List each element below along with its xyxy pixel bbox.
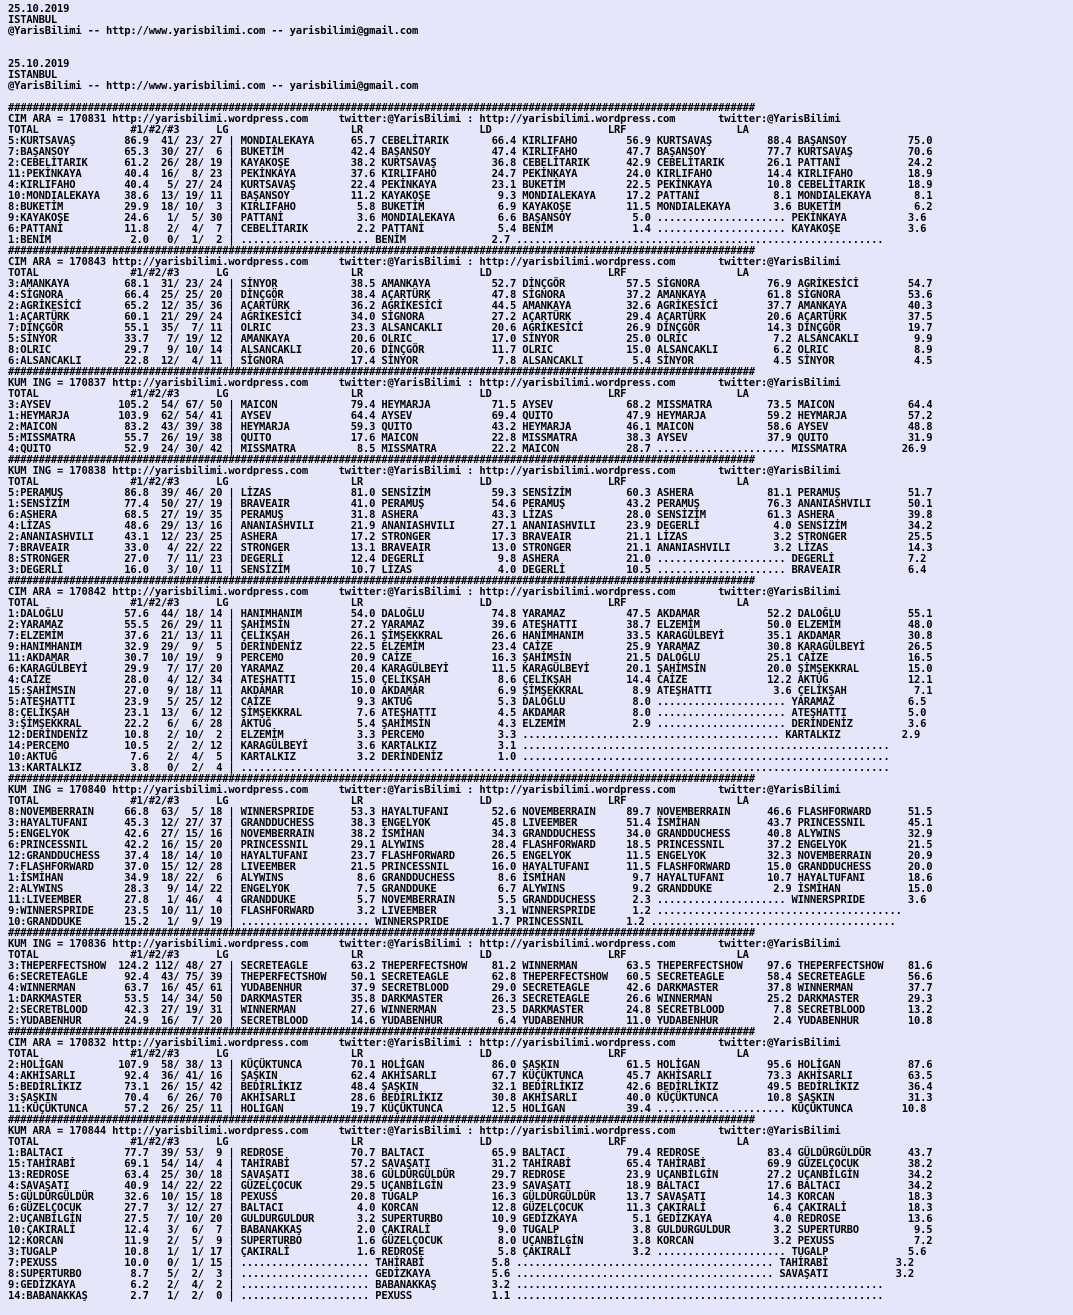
report-line: @YarisBilimi -- http://www.yarisbilimi.com -- yarisbilimi@gmail.com	[8, 25, 419, 37]
report-line: 4:KIRLIFAHO 40.4 5/ 27/ 24 | KURTSAVAŞ 22.4 PEKİNKAYA 23.1 BUKETİM 22.5 PEKİNKAYA 10.8 CEBELİTARIK 18.9	[8, 179, 933, 191]
report-line: 11:LIVEEMBER 27.8 1/ 46/ 4 | GRANDDUKE 5.7 NOVEMBERRAIN 5.5 GRANDDUCHESS 2.3 ..................... WINNERSPRIDE 3.6	[8, 894, 927, 906]
report-line: 3:AMANKAYA 68.1 31/ 23/ 24 | SİNYOR 38.5 AMANKAYA 52.7 DİNÇGÖR 57.5 SİGNORA 76.9 AGRİKESİCİ 54.7	[8, 278, 933, 290]
report-line: 13:REDROSE 63.4 25/ 30/ 18 | SAVAŞATI 38.6 GÜLDÜRGÜLDÜR 29.7 REDROSE 23.9 UÇANBİLGİN 27.2 UÇANBİLGİN 34.2	[8, 1169, 933, 1181]
report-line: 25.10.2019	[8, 58, 70, 70]
report-line: 2:UÇANBİLGİN 27.5 7/ 10/ 20 | GULDURGULDUR 3.2 SUPERTURBO 10.9 GEDİZKAYA 5.1 GEDİZKAYA 4.0 REDROSE 13.6	[8, 1213, 933, 1225]
column-header-line: TOTAL #1/#2/#3 LG LR LD LRF LA	[8, 1048, 749, 1060]
report-line: 6:PRINCESSNIL 42.2 16/ 15/ 20 | PRINCESSNIL 29.1 ALYWINS 28.4 FLASHFORWARD 18.5 PRINCESSNIL 37.2 ENGELYOK 21.5	[8, 839, 933, 851]
separator-line: ##########################################################################################################################	[8, 1114, 755, 1126]
report-line: 2:ALYWINS 28.3 9/ 14/ 22 | ENGELYOK 7.5 GRANDDUKE 6.7 ALYWINS 9.2 GRANDDUKE 2.9 İSMİHAN 15.0	[8, 883, 933, 895]
report-line: 10:GRANDDUKE 15.2 1/ 9/ 19 | ..................... WINNERSPRIDE 1.7 PRINCESSNIL 1.2 ........................................	[8, 916, 896, 928]
race-header-line: KUM ING = 170840 http://yarisbilimi.wordpress.com twitter:@YarisBilimi : http://yarisbilimi.wordpress.com twitter:@YarisBilimi	[8, 784, 841, 796]
race-header-line: CIM ARA = 170831 http://yarisbilimi.wordpress.com twitter:@YarisBilimi : http://yarisbilimi.wordpress.com twitter:@YarisBilimi	[8, 113, 841, 125]
report-line: 1:DALOĞLU 57.6 44/ 18/ 14 | HANIMHANIM 54.0 DALOĞLU 74.8 YARAMAZ 47.5 AKDAMAR 52.2 DALOĞLU 55.1	[8, 608, 933, 620]
report-line: 11:AKDAMAR 30.7 10/ 19/ 9 | PERCEMO 20.9 CAİZE 16.3 ŞAHİMSİN 21.5 DALOĞLU 25.1 CAİZE 16.5	[8, 652, 933, 664]
report-line: 6:SECRETEAGLE 92.4 43/ 75/ 39 | THEPERFECTSHOW 50.1 SECRETEAGLE 62.8 THEPERFECTSHOW 60.5 SECRETEAGLE 58.4 SECRETEAGLE 56.6	[8, 971, 933, 983]
report-line: 3:DEGERLİ 16.0 3/ 10/ 11 | SENSİZİM 10.7 LİZAS 4.0 DEGERLİ 10.5 ..................... BRAVEAIR 6.4	[8, 564, 927, 576]
report-line: 9:HANIMHANIM 32.9 29/ 9/ 5 | DERİNDENİZ 22.5 ELZEMİM 23.4 CAİZE 25.9 YARAMAZ 30.8 KARAGÜLBEYİ 26.5	[8, 641, 933, 653]
report-line: 9:KAYAKOŞE 24.6 1/ 5/ 30 | PATTANİ 3.6 MONDIALEKAYA 6.6 BAŞANSOY 5.0 ..................... PEKİNKAYA 3.6	[8, 212, 927, 224]
report-line: 1:BALTACI 77.7 39/ 53/ 9 | REDROSE 70.7 BALTACI 65.9 BALTACI 79.4 REDROSE 83.4 GÜLDÜRGÜLDÜR 43.7	[8, 1147, 933, 1159]
report-line: 4:SİGNORA 66.4 25/ 25/ 20 | DİNÇGÖR 38.4 AÇARTÜRK 47.8 SİGNORA 37.2 AMANKAYA 61.8 SİGNORA 53.6	[8, 289, 933, 301]
report-line: 5:MISSMATRA 55.7 26/ 19/ 38 | QUITO 17.6 MAICON 22.8 MISSMATRA 38.3 AYSEV 37.9 QUITO 31.9	[8, 432, 933, 444]
report-line: 12:GRANDDUCHESS 37.4 18/ 14/ 10 | HAYALTUFANI 23.7 FLASHFORWARD 26.5 ENGELYOK 11.5 ENGELYOK 32.3 NOVEMBERRAIN 20.9	[8, 850, 933, 862]
report-line: 2:CEBELİTARIK 61.2 26/ 28/ 19 | KAYAKOŞE 38.2 KURTSAVAŞ 36.8 CEBELİTARIK 42.9 CEBELİTARIK 26.1 PATTANİ 24.2	[8, 157, 933, 169]
separator-line: ##########################################################################################################################	[8, 245, 755, 257]
report-line: 4:CAİZE 28.0 4/ 12/ 34 | ATEŞHATTI 15.0 ÇELİKŞAH 8.6 ÇELİKŞAH 14.4 CAİZE 12.2 AKTUĞ 12.1	[8, 674, 933, 686]
report-line: 8:SUPERTURBO 8.7 5/ 2/ 3 | ..................... GEDİZKAYA 5.6 .......................................... SAVAŞATI 3.2	[8, 1268, 914, 1280]
report-line: 8:ÇELİKŞAH 23.1 13/ 6/ 12 | ŞİMŞEKKRAL 7.6 ATEŞHATTI 4.5 AKDAMAR 8.0 ..................... ATEŞHATTI 5.0	[8, 707, 927, 719]
report-line: 10:MONDIALEKAYA 38.6 13/ 19/ 11 | BAŞANSOY 11.2 KAYAKOŞE 9.3 MONDIALEKAYA 17.2 PATTANİ 8.1 MONDIALEKAYA 8.1	[8, 190, 933, 202]
report-line: 12:KORCAN 11.9 2/ 5/ 9 | SUPERTURBO 1.6 GÜZELÇOCUK 8.0 UÇANBİLGİN 3.8 KORCAN 3.2 PEXUSS 7.2	[8, 1235, 933, 1247]
race-header-line: CIM ARA = 170843 http://yarisbilimi.wordpress.com twitter:@YarisBilimi : http://yarisbilimi.wordpress.com twitter:@YarisBilimi	[8, 256, 841, 268]
report-line: 7:ELZEMİM 37.6 21/ 13/ 11 | ÇELİKŞAH 26.1 ŞİMŞEKKRAL 26.6 HANİMHANIM 33.5 KARAGÜLBEYİ 35.1 AKDAMAR 30.8	[8, 630, 933, 642]
report-line: 5:SİNYOR 33.7 7/ 19/ 12 | AMANKAYA 20.6 OLRIC 17.0 SİNYOR 25.0 OLRIC 7.2 ALSANCAKLI 9.9	[8, 333, 933, 345]
report-line: 11:KÜÇÜKTUNCA 57.2 26/ 25/ 11 | HOLİGAN 19.7 KÜÇÜKTUNCA 12.5 HOLİGAN 39.4 ..................... KÜÇÜKTUNCA 10.8	[8, 1103, 927, 1115]
report-line: 2:HOLİGAN 107.9 58/ 38/ 13 | KÜÇÜKTUNCA 70.1 HOLİGAN 86.0 ŞAŞKIN 61.5 HOLİGAN 95.6 HOLİGAN 87.6	[8, 1059, 933, 1071]
report-line: 1:HEYMARJA 103.9 62/ 54/ 41 | AYSEV 64.4 AYSEV 69.4 QUITO 47.9 HEYMARJA 59.2 HEYMARJA 57.2	[8, 410, 933, 422]
race-header-line: KUM ING = 170836 http://yarisbilimi.wordpress.com twitter:@YarisBilimi : http://yarisbilimi.wordpress.com twitter:@YarisBilimi	[8, 938, 841, 950]
report-line: 2:AGRİKESİCİ 65.2 12/ 35/ 36 | AÇARTÜRK 36.2 AGRİKESİCİ 44.5 AMANKAYA 32.6 AGRİKESİCİ 37.7 AMANKAYA 40.3	[8, 300, 933, 312]
report-line: 2:MAICON 83.2 43/ 39/ 38 | HEYMARJA 59.3 QUITO 43.2 HEYMARJA 46.1 MAICON 58.6 AYSEV 48.8	[8, 421, 933, 433]
race-header-line: KUM ARA = 170844 http://yarisbilimi.wordpress.com twitter:@YarisBilimi : http://yarisbilimi.wordpress.com twitter:@YarisBilimi	[8, 1125, 841, 1137]
column-header-line: TOTAL #1/#2/#3 LG LR LD LRF LA	[8, 597, 749, 609]
report-line: 5:BEDİRLİKIZ 73.1 26/ 15/ 42 | BEDİRLİKIZ 48.4 ŞAŞKIN 32.1 BEDİRLİKIZ 42.6 BEDİRLİKIZ 49.5 BEDİRLİKIZ 36.4	[8, 1081, 933, 1093]
report-line: 5:KURTSAVAŞ 86.9 41/ 23/ 27 | MONDIALEKAYA 65.7 CEBELİTARIK 66.4 KIRLIFAHO 56.9 KURTSAVAŞ 88.4 BAŞANSOY 75.0	[8, 135, 933, 147]
report-line: 6:ASHERA 68.5 27/ 19/ 35 | PERAMUŞ 31.8 ASHERA 43.3 LİZAS 28.0 SENSİZİM 61.3 ASHERA 39.8	[8, 509, 933, 521]
report-line: 5:ATEŞHATTI 23.9 5/ 25/ 12 | CAİZE 9.3 AKTUĞ 5.3 DALOĞLU 8.0 ..................... YARAMAZ 6.5	[8, 696, 927, 708]
column-header-line: TOTAL #1/#2/#3 LG LR LD LRF LA	[8, 1136, 749, 1148]
report-line: 1:BENİM 2.0 0/ 1/ 2 | ..................... BENİM 2.7 ............................................................	[8, 234, 884, 246]
report-line	[8, 37, 1073, 48]
report-line: 13:KARTALKIZ 3.8 0/ 2/ 4 | ..........................................................................................................	[8, 762, 890, 774]
report-line: 3:ŞİMŞEKKRAL 22.2 6/ 6/ 28 | AKTUĞ 5.4 ŞAHİMSİN 4.3 ELZEMİM 2.9 ..................... DERİNDENİZ 3.6	[8, 718, 927, 730]
report-line: 2:SECRETBLOOD 42.3 27/ 19/ 31 | WINNERMAN 27.6 WINNERMAN 23.5 DARKMASTER 24.8 SECRETBLOOD 7.8 SECRETBLOOD 13.2	[8, 1004, 933, 1016]
report-line: 6:ALSANCAKLI 22.8 12/ 4/ 11 | SİGNORA 17.4 SİNYOR 7.8 ALSANCAKLI 5.4 SİNYOR 4.5 SİNYOR 4.5	[8, 355, 933, 367]
report-line	[8, 48, 1073, 59]
report-line: 6:GÜZELÇOCUK 27.7 3/ 12/ 27 | BALTACI 4.0 KORCAN 12.8 GÜZELÇOCUK 11.3 ÇAKIRALİ 6.4 ÇAKIRALİ 18.3	[8, 1202, 933, 1214]
report-line: 6:KARAGÜLBEYİ 29.9 7/ 17/ 20 | YARAMAZ 20.4 KARAGÜLBEYİ 11.5 KARAGÜLBEYİ 20.1 ŞAHİMSİN 20.0 ŞİMŞEKKRAL 15.0	[8, 663, 933, 675]
report-line: 14:BABANAKKAŞ 2.7 1/ 2/ 0 | ..................... PEXUSS 1.1 ............................................................	[8, 1290, 884, 1302]
race-header-line: CIM ARA = 170832 http://yarisbilimi.wordpress.com twitter:@YarisBilimi : http://yarisbilimi.wordpress.com twitter:@YarisBilimi	[8, 1037, 841, 1049]
report-line: 12:DERİNDENİZ 10.8 2/ 10/ 2 | ELZEMİM 3.3 PERCEMO 3.3 .......................................... KARTALKIZ 2.9	[8, 729, 921, 741]
column-header-line: TOTAL #1/#2/#3 LG LR LD LRF LA	[8, 795, 749, 807]
report-line: 2:ANANIASHVILI 43.1 12/ 23/ 25 | ASHERA 17.2 STRONGER 17.3 BRAVEAIR 21.1 LİZAS 3.2 STRONGER 25.5	[8, 531, 933, 543]
report-line: 10:ÇAKIRALİ 12.4 3/ 6/ 7 | BABANAKKAŞ 2.0 ÇAKIRALİ 9.0 TUGALP 3.8 GULDURGULDUR 3.2 SUPERTURBO 9.5	[8, 1224, 933, 1236]
report-line: 5:ENGELYOK 42.6 27/ 15/ 16 | NOVEMBERRAIN 38.2 İSMİHAN 34.3 GRANDDUCHESS 34.0 GRANDDUCHESS 40.8 ALYWINS 32.9	[8, 828, 933, 840]
report-line: 8:NOVEMBERRAIN 66.8 63/ 5/ 18 | WINNERSPRIDE 53.3 HAYALTUFANI 52.6 NOVEMBERRAIN 89.7 NOVEMBERRAIN 46.6 FLASHFORWARD 51.5	[8, 806, 933, 818]
report-line: 7:FLASHFORWARD 37.0 15/ 12/ 28 | LIVEEMBER 21.5 PRINCESSNIL 16.0 HAYALTUFANI 11.5 FLASHFORWARD 15.0 GRANDDUCHESS 20.0	[8, 861, 933, 873]
report-line: 4:SAVAŞATI 40.9 14/ 22/ 22 | GÜZELÇOCUK 29.5 UÇANBİLGİN 23.9 SAVAŞATI 18.9 BALTACI 17.6 BALTACI 34.2	[8, 1180, 933, 1192]
report-line: 4:AKHİSARLI 92.4 36/ 41/ 16 | ŞAŞKIN 62.4 AKHİSARLI 67.7 KÜÇÜKTUNCA 45.7 AKHİSARLI 73.3 AKHİSARLI 63.5	[8, 1070, 933, 1082]
report-line: 1:İSMİHAN 34.9 18/ 22/ 6 | ALYWINS 8.6 GRANDDUCHESS 8.6 İSMİHAN 9.7 HAYALTUFANI 10.7 HAYALTUFANI 18.6	[8, 872, 933, 884]
report-line: 5:PERAMUŞ 86.8 39/ 46/ 20 | LİZAS 81.0 SENSİZİM 59.3 SENSİZİM 60.3 ASHERA 81.1 PERAMUŞ 51.7	[8, 487, 933, 499]
report-line: 8:STRONGER 27.0 7/ 11/ 23 | DEGERLİ 12.4 DEGERLİ 9.8 ASHERA 21.0 ..................... DEGERLİ 7.2	[8, 553, 927, 565]
report-line: 25.10.2019	[8, 3, 70, 15]
column-header-line: TOTAL #1/#2/#3 LG LR LD LRF LA	[8, 476, 749, 488]
report-line: 1:SENSİZİM 77.4 50/ 27/ 19 | BRAVEAIR 41.0 PERAMUŞ 54.6 PERAMUŞ 43.2 PERAMUŞ 76.3 ANANIASHVILI 50.1	[8, 498, 933, 510]
report-line: 6:PATTANİ 11.8 2/ 4/ 7 | CEBELİTARIK 2.2 PATTANİ 5.4 BENİM 1.4 ..................... KAYAKOŞE 3.6	[8, 223, 927, 235]
separator-line: ##########################################################################################################################	[8, 102, 755, 114]
race-header-line: KUM ING = 170837 http://yarisbilimi.wordpress.com twitter:@YarisBilimi : http://yarisbilimi.wordpress.com twitter:@YarisBilimi	[8, 377, 841, 389]
separator-line: ##########################################################################################################################	[8, 575, 755, 587]
report-line: 9:WINNERSPRIDE 23.5 10/ 11/ 10 | FLASHFORWARD 3.2 LIVEEMBER 3.1 WINNERSPRIDE 1.2 ........................................	[8, 905, 902, 917]
report-line: @YarisBilimi -- http://www.yarisbilimi.com -- yarisbilimi@gmail.com	[8, 80, 419, 92]
report-line: 9:GEDİZKAYA 6.2 2/ 4/ 2 | ..................... BABANAKKAŞ 3.2 ............................................................	[8, 1279, 884, 1291]
report-line: 1:DARKMASTER 53.5 14/ 34/ 50 | DARKMASTER 35.8 DARKMASTER 26.3 SECRETEAGLE 26.6 WINNERMAN 25.2 DARKMASTER 29.3	[8, 993, 933, 1005]
report-line: 3:HAYALTUFANI 45.3 12/ 27/ 37 | GRANDDUCHESS 38.3 ENGELYOK 45.8 LIVEEMBER 51.4 İSMİHAN 43.7 PRINCESSNIL 45.1	[8, 817, 933, 829]
report-line: 8:BUKETİM 29.9 18/ 10/ 3 | KIRLIFAHO 5.8 BUKETİM 6.9 KAYAKOŞE 11.5 MONDIALEKAYA 3.6 BUKETİM 6.2	[8, 201, 933, 213]
report-line: 5:GÜLDÜRGÜLDÜR 32.6 10/ 15/ 18 | PEXUSS 20.8 TUGALP 16.3 GÜLDÜRGÜLDÜR 13.7 SAVAŞATI 14.3 KORCAN 18.3	[8, 1191, 933, 1203]
separator-line: ##########################################################################################################################	[8, 1026, 755, 1038]
race-header-line: CIM ARA = 170842 http://yarisbilimi.wordpress.com twitter:@YarisBilimi : http://yarisbilimi.wordpress.com twitter:@YarisBilimi	[8, 586, 841, 598]
report-line: 1:AÇARTÜRK 60.1 21/ 29/ 24 | AGRİKESİCİ 34.0 SİGNORA 27.2 AÇARTÜRK 29.4 AÇARTÜRK 20.6 AÇARTÜRK 37.5	[8, 311, 933, 323]
report-line: 4:WINNERMAN 63.7 16/ 45/ 61 | YUDABENHUR 37.9 SECRETBLOOD 29.0 SECRETEAGLE 42.6 DARKMASTER 37.8 WINNERMAN 37.7	[8, 982, 933, 994]
report-line: 10:AKTUĞ 7.6 2/ 4/ 5 | KARTALKIZ 3.2 DERİNDENİZ 1.0 ............................................................	[8, 751, 890, 763]
column-header-line: TOTAL #1/#2/#3 LG LR LD LRF LA	[8, 124, 749, 136]
report-line: 4:LİZAS 48.6 29/ 13/ 16 | ANANIASHVILI 21.9 ANANIASHVILI 27.1 ANANIASHVILI 23.9 DEGERLİ 4.0 SENSİZİM 34.2	[8, 520, 933, 532]
column-header-line: TOTAL #1/#2/#3 LG LR LD LRF LA	[8, 388, 749, 400]
separator-line: ##########################################################################################################################	[8, 366, 755, 378]
report-line: ISTANBUL	[8, 69, 57, 81]
report-line: 14:PERCEMO 10.5 2/ 2/ 12 | KARAGÜLBEYİ 3.6 KARTALKIZ 3.1 ............................................................	[8, 740, 890, 752]
separator-line: ##########################################################################################################################	[8, 773, 755, 785]
separator-line: ##########################################################################################################################	[8, 927, 755, 939]
report-line: 7:BAŞANSOY 65.3 30/ 27/ 6 | BUKETİM 42.4 BAŞANSOY 47.4 KIRLIFAHO 47.7 BAŞANSOY 77.7 KURTSAVAŞ 70.6	[8, 146, 933, 158]
report-line: 3:ŞAŞKIN 70.4 6/ 26/ 70 | AKHİSARLI 28.6 BEDİRLİKIZ 30.8 AKHİSARLI 40.0 KÜÇÜKTUNCA 10.8 ŞAŞKIN 31.3	[8, 1092, 933, 1104]
report-line: 3:TUGALP 10.8 1/ 1/ 17 | ÇAKIRALİ 1.6 REDROSE 5.8 ÇAKIRALİ 3.2 ..................... TUGALP 5.6	[8, 1246, 927, 1258]
report-line: 3:AYSEV 105.2 54/ 67/ 50 | MAICON 79.4 HEYMARJA 71.5 AYSEV 68.2 MISSMATRA 73.5 MAICON 64.4	[8, 399, 933, 411]
report-line: 7:DİNÇGÖR 55.1 35/ 7/ 11 | OLRIC 23.3 ALSANCAKLI 20.6 AGRİKESİCİ 26.9 DİNÇGÖR 14.3 DİNÇGÖR 19.7	[8, 322, 933, 334]
report-line: 5:YUDABENHUR 24.9 16/ 7/ 20 | SECRETBLOOD 14.6 YUDABENHUR 6.4 YUDABENHUR 11.0 YUDABENHUR 2.4 YUDABENHUR 10.8	[8, 1015, 933, 1027]
report-line: 15:ŞAHİMSIN 27.0 9/ 18/ 11 | AKDAMAR 10.0 AKDAMAR 6.9 ŞİMŞEKKRAL 8.9 ATEŞHATTI 3.6 ÇELİKŞAH 7.1	[8, 685, 933, 697]
report-line: 4:QUITO 52.9 24/ 30/ 42 | MISSMATRA 8.5 MISSMATRA 22.2 MAICON 28.7 ..................... MISSMATRA 26.9	[8, 443, 927, 455]
report-line: 11:PEKİNKAYA 40.4 16/ 8/ 23 | PEKİNKAYA 37.6 KIRLIFAHO 24.7 PEKİNKAYA 24.0 KIRLIFAHO 14.4 KIRLIFAHO 18.9	[8, 168, 933, 180]
report-line: 2:YARAMAZ 55.5 26/ 29/ 11 | ŞAHİMSİN 27.2 YARAMAZ 39.6 ATEŞHATTI 38.7 ELZEMİM 50.0 ELZEMİM 48.0	[8, 619, 933, 631]
report-line: 7:PEXUSS 10.0 0/ 1/ 15 | ..................... TAHİRABİ 5.8 .......................................... TAHİRABİ 3.2	[8, 1257, 914, 1269]
report-line: 3:THEPERFECTSHOW 124.2 112/ 48/ 27 | SECRETEAGLE 63.2 THEPERFECTSHOW 81.2 WINNERMAN 63.5 THEPERFECTSHOW 97.6 THEPERFECTSHOW 81.6	[8, 960, 933, 972]
race-header-line: KUM ING = 170838 http://yarisbilimi.wordpress.com twitter:@YarisBilimi : http://yarisbilimi.wordpress.com twitter:@YarisBilimi	[8, 465, 841, 477]
report-line: 7:BRAVEAIR 33.0 4/ 22/ 22 | STRONGER 13.1 BRAVEAIR 13.0 STRONGER 21.1 ANANIASHVILI 3.2 LİZAS 14.3	[8, 542, 933, 554]
separator-line: ##########################################################################################################################	[8, 454, 755, 466]
report-line: 8:OLRIC 29.7 9/ 10/ 14 | ALSANCAKLI 20.6 DİNÇGÖR 11.7 OLRIC 15.0 ALSANCAKLI 6.2 OLRIC 8.9	[8, 344, 933, 356]
report-line: 15:TAHİRABİ 69.1 54/ 14/ 4 | TAHİRABİ 57.2 SAVAŞATI 31.2 TAHİRABİ 65.4 TAHİRABİ 69.9 GÜZELÇOCUK 38.2	[8, 1158, 933, 1170]
report-line: ISTANBUL	[8, 14, 57, 26]
column-header-line: TOTAL #1/#2/#3 LG LR LD LRF LA	[8, 267, 749, 279]
column-header-line: TOTAL #1/#2/#3 LG LR LD LRF LA	[8, 949, 749, 961]
